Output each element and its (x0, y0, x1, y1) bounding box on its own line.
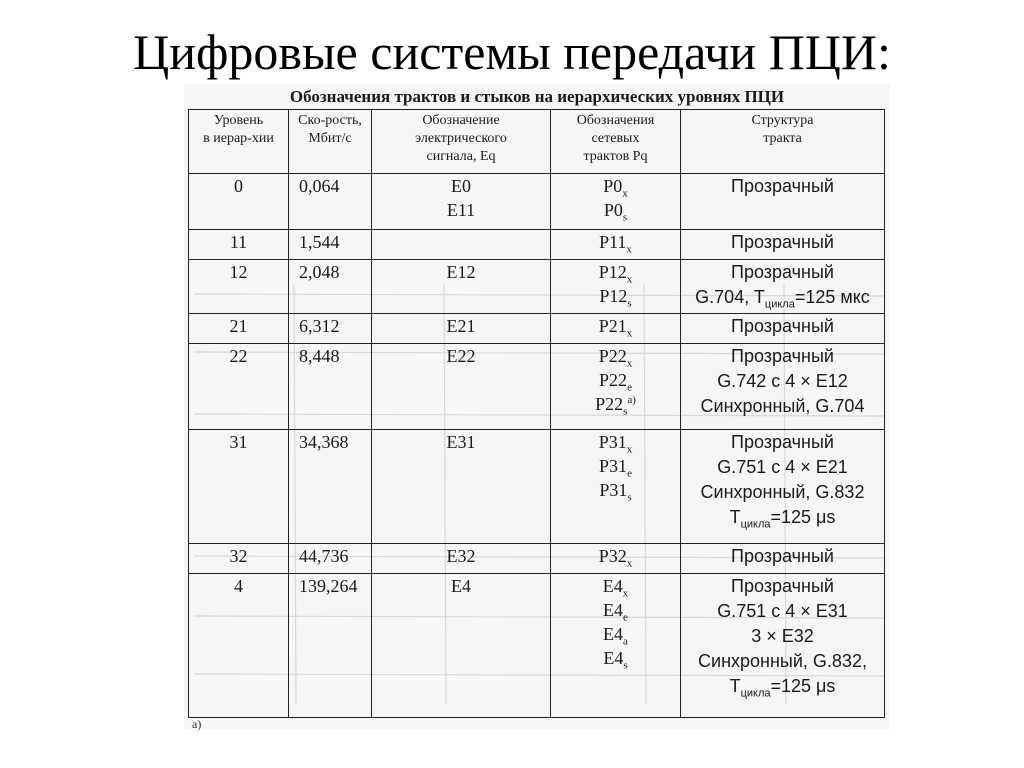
path-subscript: s (623, 405, 628, 418)
path-base: P22 (598, 346, 627, 366)
cell-level (189, 230, 289, 260)
cell-speed (289, 260, 372, 314)
cell-level (189, 574, 289, 718)
path-base: P0 (603, 200, 623, 220)
cell-level (189, 174, 289, 230)
path-subscript: s (627, 491, 632, 504)
cell-path (551, 314, 681, 344)
cell-speed (289, 344, 372, 430)
footnote-mark: а) (192, 717, 202, 731)
path-name (551, 430, 680, 454)
structure-line (681, 544, 884, 569)
structure-line (681, 649, 884, 674)
path-name (551, 544, 680, 568)
cell-structure (681, 314, 885, 344)
structure-line (681, 624, 884, 649)
structure-subscript: цикла (740, 687, 771, 700)
structure-line (681, 674, 884, 699)
table-row (189, 260, 885, 314)
path-base: E4 (603, 648, 624, 668)
structure-line (681, 505, 884, 530)
table-row (189, 344, 885, 430)
path-base: E4 (603, 624, 624, 644)
table-row (189, 544, 885, 574)
cell-path (551, 230, 681, 260)
column-header-line: Ско-рость, (298, 113, 362, 128)
cell-signal (372, 574, 551, 718)
scanned-table-image (184, 84, 890, 730)
structure-line (681, 455, 884, 480)
structure-text: Прозрачный (731, 176, 834, 196)
column-header-line: Мбит/с (308, 131, 352, 146)
path-footnote: a) (627, 394, 636, 406)
column-header-line: Уровень (213, 113, 264, 128)
column-header-3 (551, 110, 681, 174)
path-subscript: x (626, 243, 632, 256)
speed-value: 6,312 (299, 316, 340, 336)
path-base: P0 (603, 176, 623, 196)
cell-structure (681, 544, 885, 574)
structure-line (681, 260, 884, 285)
cell-structure (681, 174, 885, 230)
path-subscript: x (622, 587, 629, 600)
column-header-4 (681, 110, 885, 174)
structure-line (681, 344, 884, 369)
table-header-row (189, 110, 885, 174)
path-name (551, 454, 680, 478)
cell-signal (372, 174, 551, 230)
structure-line (681, 314, 884, 339)
path-subscript: x (626, 443, 633, 456)
structure-text: Прозрачный (731, 316, 834, 336)
cell-speed (289, 544, 372, 574)
signal-name: E12 (446, 262, 476, 282)
column-header-line: тракта (763, 131, 802, 146)
column-header-line: Обозначение (422, 113, 500, 128)
column-header-1 (289, 110, 372, 174)
path-name (551, 174, 680, 198)
column-header-line: в иерар-хии (203, 131, 274, 146)
cell-path (551, 174, 681, 230)
speed-value: 0,064 (299, 176, 340, 196)
path-base: P32 (598, 546, 627, 566)
cell-signal (372, 430, 551, 544)
column-header-line: сигнала, Eq (426, 149, 496, 164)
cell-level (189, 260, 289, 314)
path-subscript: x (626, 557, 633, 570)
path-subscript: e (627, 467, 632, 480)
speed-value: 1,544 (299, 232, 340, 252)
column-header-line: Обозначения (576, 113, 655, 128)
structure-text: Синхронный, G.832 (700, 482, 865, 502)
cell-speed (289, 314, 372, 344)
signal-name: E21 (446, 316, 476, 336)
path-name (551, 260, 680, 284)
path-name (551, 368, 680, 392)
slide-title: Цифровые системы передачи ПЦИ: (133, 24, 891, 80)
path-base: P31 (599, 480, 628, 500)
path-base: P12 (598, 262, 627, 282)
level-value: 21 (229, 316, 248, 336)
structure-text: =125 мкс (794, 287, 870, 307)
table-caption: Обозначения трактов и стыков на иерархических уровнях ПЦИ (289, 87, 785, 106)
structure-text: G.751 с 4 × E21 (717, 457, 848, 477)
structure-line (681, 285, 884, 310)
speed-value: 8,448 (299, 346, 340, 366)
pdh-levels-table (188, 109, 885, 718)
structure-line (681, 599, 884, 624)
structure-text: Прозрачный (731, 546, 834, 566)
structure-text: Прозрачный (731, 346, 834, 366)
path-name (551, 314, 680, 338)
signal-name: E0 (451, 176, 471, 196)
path-subscript: s (622, 211, 628, 224)
cell-signal (372, 314, 551, 344)
signal-name: E32 (446, 546, 476, 566)
column-header-line: Структура (751, 113, 814, 128)
cell-level (189, 314, 289, 344)
cell-signal (372, 544, 551, 574)
path-base: E4 (602, 576, 623, 596)
path-subscript: x (626, 327, 633, 340)
table-row (189, 314, 885, 344)
cell-structure (681, 344, 885, 430)
path-base: P12 (599, 286, 628, 306)
structure-subscript: цикла (740, 518, 771, 531)
speed-value: 139,264 (299, 576, 358, 596)
path-name (551, 284, 680, 308)
path-base: P31 (599, 456, 628, 476)
path-base: P11 (599, 232, 627, 252)
path-name (551, 392, 680, 416)
column-header-line: электрического (415, 131, 507, 146)
level-value: 12 (229, 262, 248, 282)
path-subscript: x (622, 187, 628, 200)
cell-speed (289, 230, 372, 260)
cell-structure (681, 574, 885, 718)
path-name (551, 230, 680, 254)
path-subscript: s (623, 659, 628, 672)
cell-signal (372, 230, 551, 260)
path-base: P22 (595, 394, 624, 414)
path-name (551, 344, 680, 368)
structure-text: Прозрачный (731, 576, 834, 596)
cell-path (551, 544, 681, 574)
structure-text: Синхронный, G.832, (698, 651, 867, 671)
signal-name: E31 (446, 432, 476, 452)
table-body (189, 174, 885, 718)
path-base: P21 (598, 316, 627, 336)
structure-text: T (729, 676, 741, 696)
path-name (551, 598, 680, 622)
cell-level (189, 344, 289, 430)
path-name (551, 574, 680, 598)
structure-text: Прозрачный (731, 432, 834, 452)
structure-line (681, 369, 884, 394)
path-name (551, 622, 680, 646)
structure-line (681, 430, 884, 455)
signal-name: E4 (451, 576, 471, 596)
table-row (189, 230, 885, 260)
cell-path (551, 260, 681, 314)
speed-value: 2,048 (299, 262, 340, 282)
structure-text: Прозрачный (731, 232, 834, 252)
structure-line (681, 480, 884, 505)
table-row (189, 574, 885, 718)
cell-speed (289, 174, 372, 230)
structure-line (681, 174, 884, 199)
cell-path (551, 344, 681, 430)
structure-text: 3 × E32 (751, 626, 814, 646)
path-subscript: a (623, 635, 628, 648)
path-subscript: x (626, 357, 633, 370)
cell-path (551, 574, 681, 718)
column-header-line: трактов Pq (583, 149, 648, 164)
level-value: 11 (229, 232, 248, 252)
structure-text: =125 μs (770, 507, 836, 527)
cell-structure (681, 430, 885, 544)
cell-structure (681, 230, 885, 260)
structure-text: T (729, 507, 741, 527)
table-row (189, 430, 885, 544)
level-value: 32 (229, 546, 248, 566)
signal-name: E22 (446, 346, 476, 366)
structure-text: Синхронный, G.704 (700, 396, 865, 416)
cell-speed (289, 430, 372, 544)
path-name (551, 478, 680, 502)
path-base: P22 (599, 370, 628, 390)
column-header-2 (372, 110, 551, 174)
signal-name: E11 (446, 200, 476, 220)
level-value: 31 (229, 432, 248, 452)
path-name (551, 198, 680, 222)
structure-subscript: цикла (764, 298, 795, 311)
cell-path (551, 430, 681, 544)
path-base: P31 (598, 432, 627, 452)
path-name (551, 646, 680, 670)
path-subscript: e (623, 611, 628, 624)
speed-value: 34,368 (299, 432, 349, 452)
structure-text: =125 μs (770, 676, 836, 696)
cell-level (189, 430, 289, 544)
level-value: 4 (234, 576, 243, 596)
column-header-line: сетевых (591, 131, 640, 146)
path-subscript: e (627, 381, 632, 394)
cell-structure (681, 260, 885, 314)
cell-signal (372, 344, 551, 430)
speed-value: 44,736 (299, 546, 349, 566)
cell-level (189, 544, 289, 574)
structure-text: G.751 с 4 × E31 (717, 601, 848, 621)
level-value: 22 (229, 346, 248, 366)
path-subscript: x (626, 273, 633, 286)
structure-line (681, 574, 884, 599)
structure-text: Прозрачный (731, 262, 834, 282)
table-row (189, 174, 885, 230)
structure-text: G.742 с 4 × E12 (717, 371, 848, 391)
cell-signal (372, 260, 551, 314)
structure-line (681, 394, 884, 419)
structure-line (681, 230, 884, 255)
level-value: 0 (234, 176, 243, 196)
path-subscript: s (627, 297, 632, 310)
cell-speed (289, 574, 372, 718)
column-header-0 (189, 110, 289, 174)
path-base: E4 (603, 600, 624, 620)
structure-text: G.704, T (695, 287, 765, 307)
